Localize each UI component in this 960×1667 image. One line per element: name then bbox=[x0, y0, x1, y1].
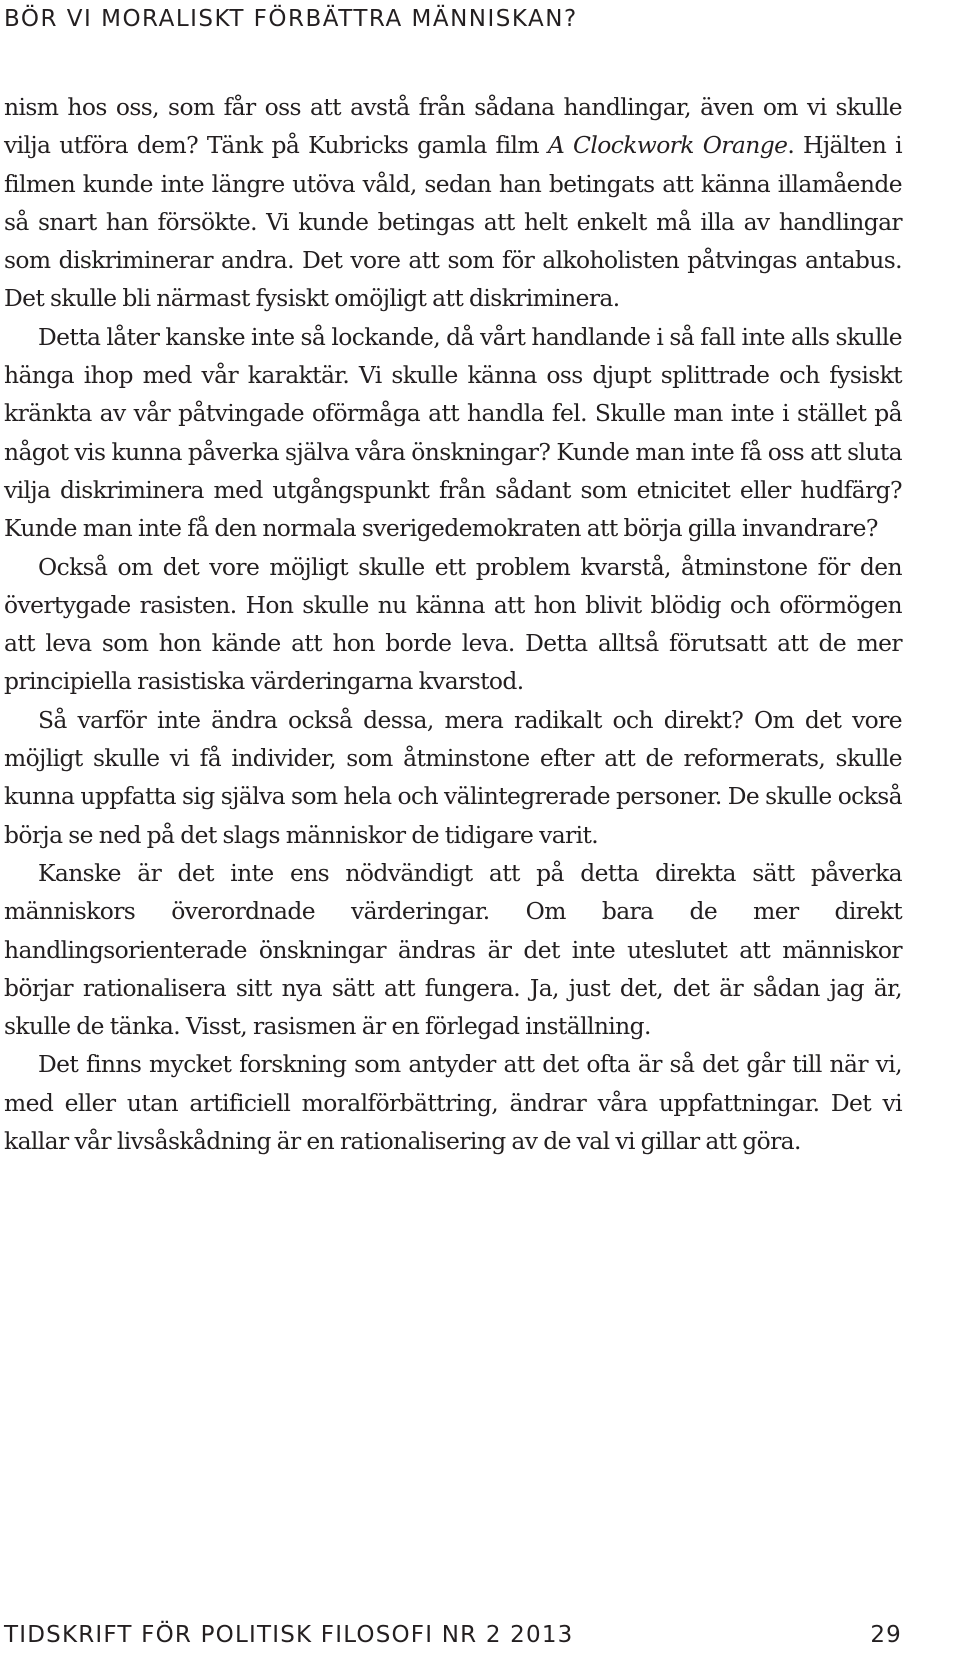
paragraph-3: Också om det vore möjligt skulle ett problem kvarstå, åtminstone för den övertygade rasisten. Hon skulle nu känna att hon blivit blödig och oförmögen att leva som hon kände att hon borde leva. Detta alltså förutsatt att de mer principiella rasistiska värderingarna kvarstod. bbox=[4, 552, 902, 696]
paragraph-2: Detta låter kanske inte så lockande, då vårt handlande i så fall inte alls skulle hänga ihop med vår karaktär. Vi skulle känna oss djupt splittrade och fysiskt kränkta av vår påtvingade oförmåga att handla fel. Skulle man inte i stället på något vis kunna påverka själva våra önskningar? Kunde man inte få oss att sluta vilja diskriminera med utgångspunkt från sådant som etnicitet eller hudfärg? Kunde man inte få den normala sverigedemokraten att börja gilla invandrare? bbox=[4, 322, 902, 543]
page-footer bbox=[4, 1622, 902, 1654]
article-body bbox=[4, 88, 902, 1160]
film-title: A Clockwork Orange bbox=[547, 131, 788, 160]
running-head: BÖR VI MORALISKT FÖRBÄTTRA MÄNNISKAN? bbox=[4, 6, 578, 32]
page-number: 29 bbox=[870, 1622, 902, 1648]
paragraph-1-text-start: nism hos oss, som får oss att avstå från sådana handlingar, även om vi skulle vilja utföra dem? Tänk på Kubricks gamla film bbox=[4, 93, 902, 160]
paragraph-4: Så varför inte ändra också dessa, mera radikalt och direkt? Om det vore möjligt skulle vi få individer, som åtminstone efter att de reformerats, skulle kunna uppfatta sig själva som hela och välintegrerade personer. De skulle också börja se ned på det slags människor de tidigare varit. bbox=[4, 705, 902, 849]
paragraph-1 bbox=[4, 88, 902, 318]
paragraph-6: Det finns mycket forskning som antyder att det ofta är så det går till när vi, med eller utan artificiell moralförbättring, ändrar våra uppfattningar. Det vi kallar vår livsåskådning är en rationalisering av de val vi gillar att göra. bbox=[4, 1050, 902, 1156]
paragraph-1-text-end: . Hjälten i filmen kunde inte längre utöva våld, sedan han betingats att känna illamående så snart han försökte. Vi kunde betingas att helt enkelt må illa av handlingar som diskriminerar andra. Det vore att som för alkoholisten påtvingas antabus. Det skulle bli närmast fysiskt omöjligt att diskriminera. bbox=[4, 131, 902, 313]
paragraph-5: Kanske är det inte ens nödvändigt att på detta direkta sätt påverka människors överordnade värderingar. Om bara de mer direkt handlingsorienterade önskningar ändras är det inte uteslutet att människor börjar rationalisera sitt nya sätt att fungera. Ja, just det, det är sådan jag är, skulle de tänka. Visst, rasismen är en förlegad inställning. bbox=[4, 858, 902, 1041]
journal-name: TIDSKRIFT FÖR POLITISK FILOSOFI NR 2 2013 bbox=[4, 1622, 574, 1648]
